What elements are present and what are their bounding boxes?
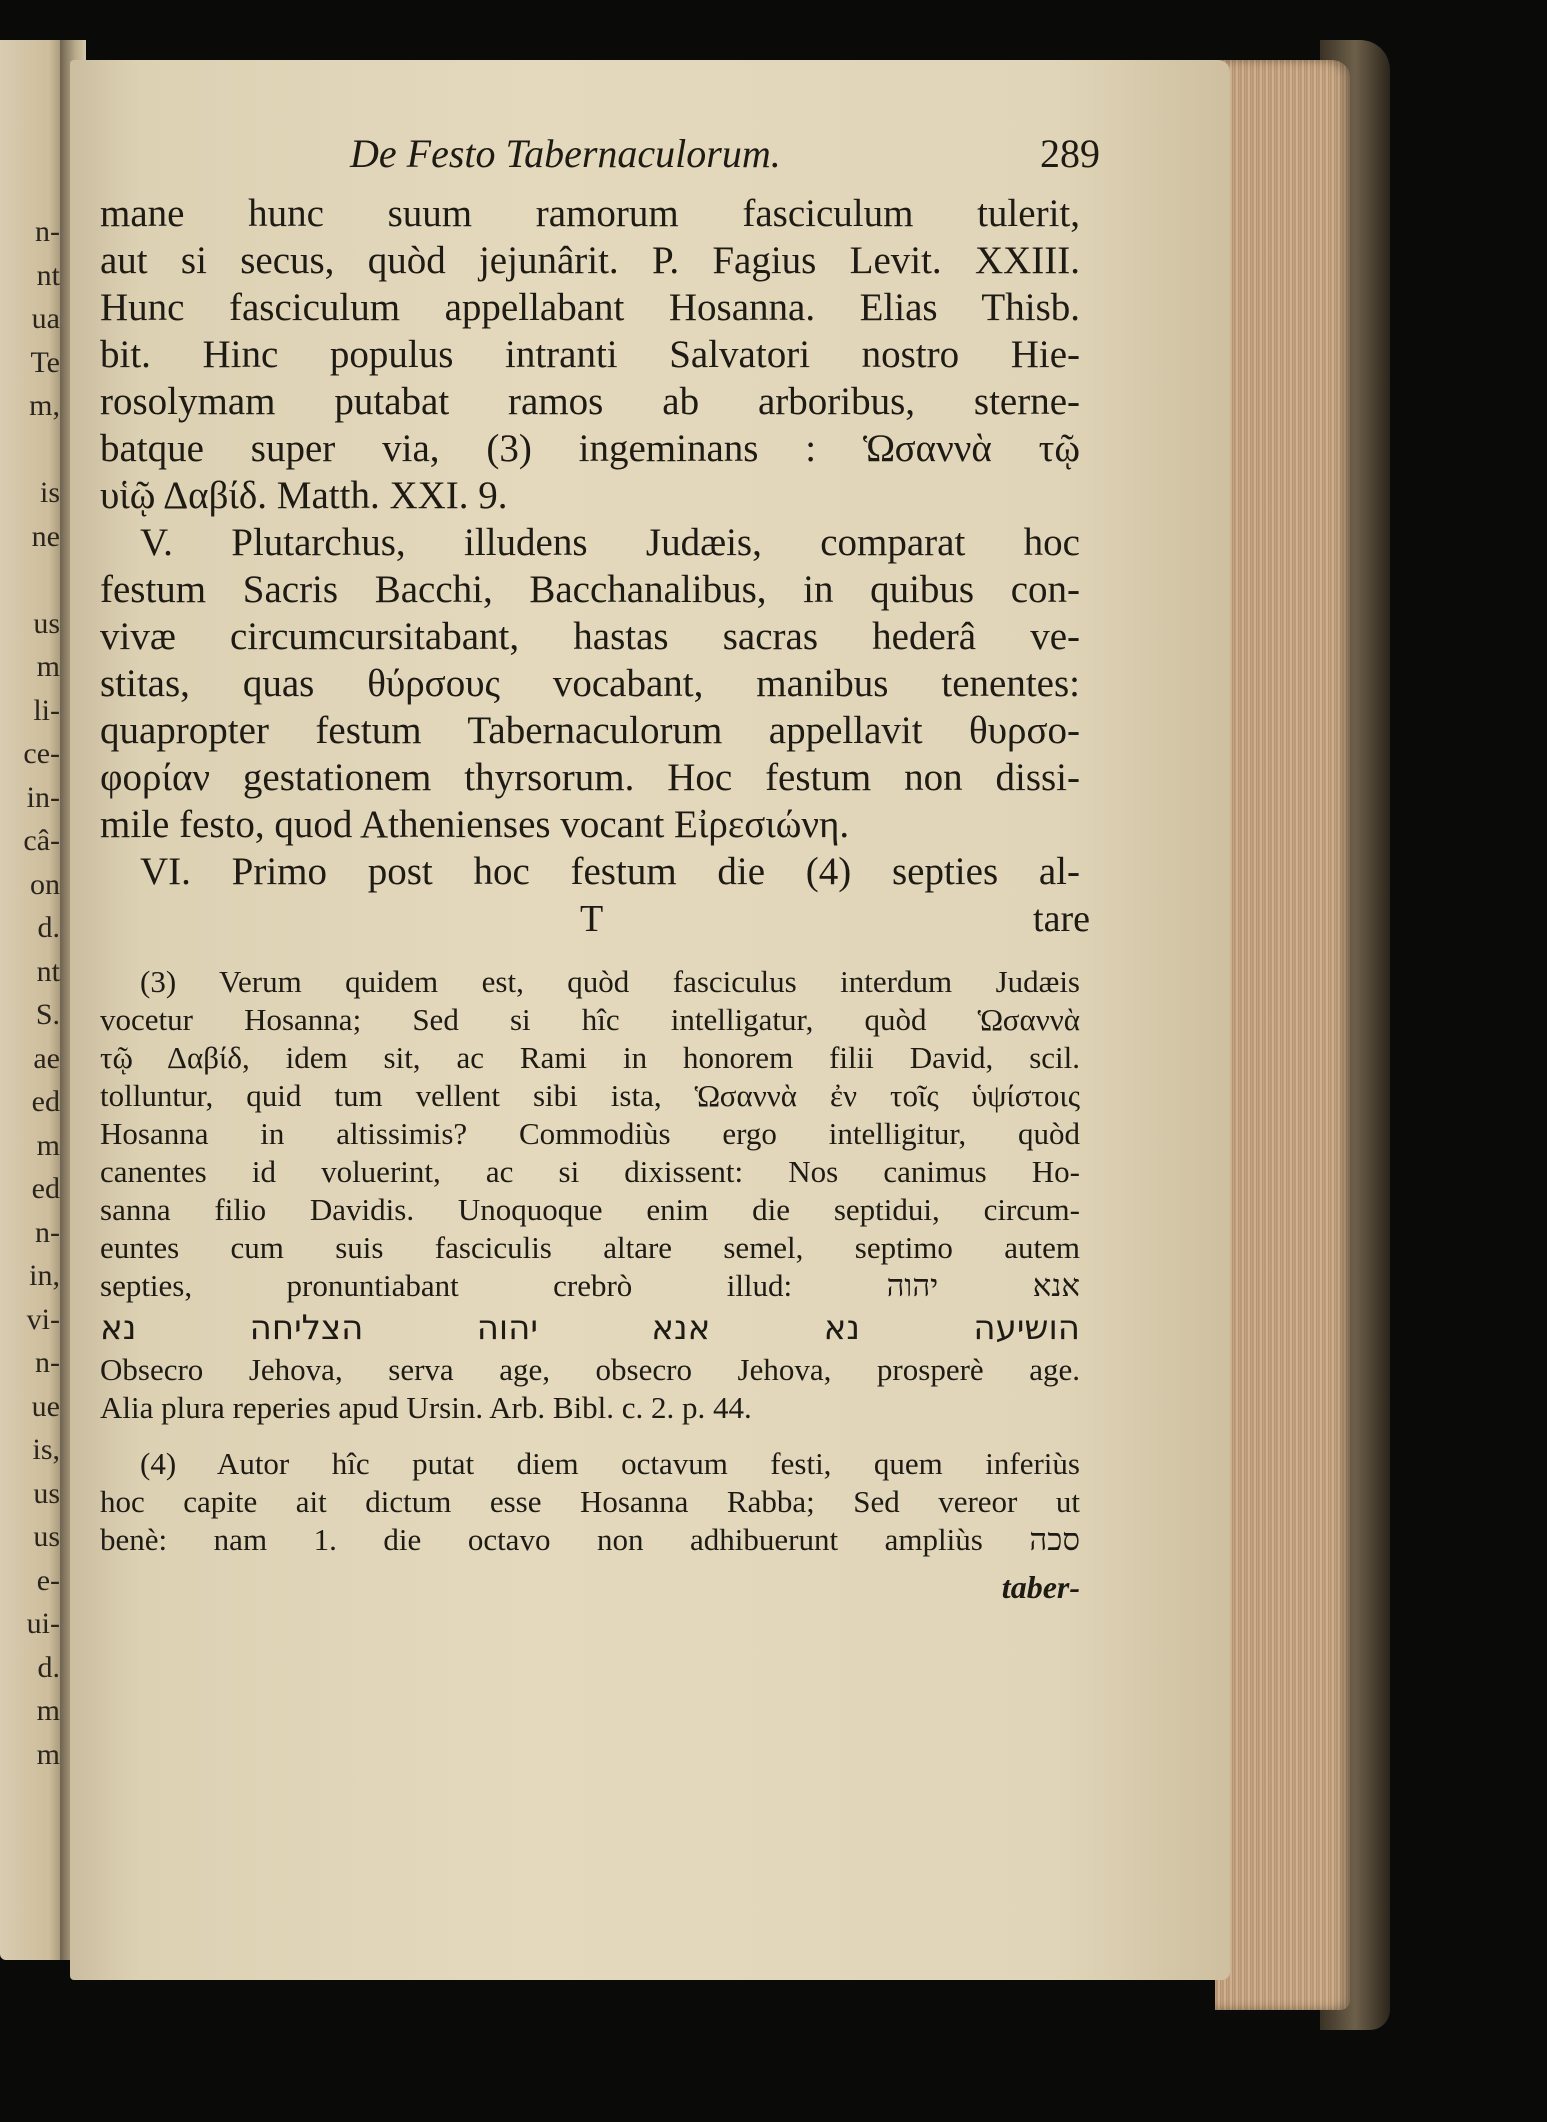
left-fragment: vi- (26, 1302, 60, 1336)
left-fragment: e- (36, 1563, 60, 1597)
left-fragment: ne (31, 519, 60, 553)
catchword-bottom: taber- (1001, 1569, 1080, 1605)
footnote-line: Obsecro Jehova, serva age, obsecro Jehova, prosperè age. (100, 1352, 1080, 1387)
left-fragment: is, (32, 1433, 60, 1466)
left-fragment: m (36, 650, 60, 683)
left-fragment: ed (31, 1172, 60, 1205)
footnote-line: (4) Autor hîc putat diem octavum festi, quem inferiùs (140, 1446, 1080, 1481)
body-line: stitas, quas θύρσους vocabant, manibus tenentes: (100, 662, 1080, 705)
footnote-line: τῷ Δαβίδ, idem sit, ac Rami in honorem filii David, scil. (100, 1040, 1080, 1075)
body-line: quapropter festum Tabernaculorum appellavit θυρσο- (100, 709, 1080, 752)
left-fragment: n- (35, 1346, 60, 1379)
footnote-line: Alia plura reperies apud Ursin. Arb. Bibl. c. 2. p. 44. (100, 1390, 752, 1425)
left-fragment: Te (30, 345, 60, 379)
body-text (100, 190, 1080, 895)
left-fragment: n- (35, 1215, 60, 1249)
left-fragment: m (36, 1128, 60, 1162)
hebrew-line: הושיעה נא אנא יהוה הצליחה נא (100, 1308, 1080, 1348)
page-text (100, 130, 1100, 1607)
body-line: φορίαν gestationem thyrsorum. Hoc festum non dissi- (100, 756, 1080, 799)
body-line: batque super via, (3) ingeminans : Ὡσαννὰ τῷ (100, 427, 1080, 470)
left-fragment: ae (33, 1041, 60, 1075)
body-line: V. Plutarchus, illudens Judæis, comparat hoc (140, 521, 1080, 564)
body-line: bit. Hinc populus intranti Salvatori nostro Hie- (100, 333, 1080, 376)
left-fragment: ue (31, 1389, 60, 1423)
left-fragment: m (36, 1737, 60, 1771)
footnote-line: benè: nam 1. die octavo non adhibuerunt ampliùs סכה (100, 1522, 1080, 1557)
left-fragment: n- (35, 215, 60, 248)
left-fragment: ce- (23, 737, 60, 770)
footnote-line: euntes cum suis fasciculis altare semel, septimo autem (100, 1230, 1080, 1265)
footnote-line: Hosanna in altissimis? Commodiùs ergo intelligitur, quòd (100, 1116, 1080, 1151)
left-fragment: nt (36, 258, 60, 292)
footnote-line: vocetur Hosanna; Sed si hîc intelligatur, quòd Ὡσαννὰ (100, 1002, 1080, 1037)
body-line: VI. Primo post hoc festum die (4) septies al- (140, 850, 1080, 893)
left-fragment (0, 558, 66, 602)
left-fragment: d. (37, 911, 60, 944)
body-line: aut si secus, quòd jejunârit. P. Fagius Levit. XXIII. (100, 239, 1080, 282)
left-fragment: is (39, 476, 60, 509)
left-fragment: nt (36, 954, 60, 988)
footnote-line: (3) Verum quidem est, quòd fasciculus interdum Judæis (140, 964, 1080, 999)
body-line: υἱῷ Δαβίδ. Matth. XXI. 9. (100, 474, 508, 517)
left-fragment: in- (26, 780, 60, 814)
body-line: rosolymam putabat ramos ab arboribus, sterne- (100, 380, 1080, 423)
body-line: Hunc fasciculum appellabant Hosanna. Elias Thisb. (100, 286, 1080, 329)
left-fragment: us (33, 1520, 60, 1553)
left-fragment: m (36, 1694, 60, 1727)
footnotes (100, 963, 1080, 1559)
left-fragment: d. (37, 1650, 60, 1684)
left-fragment: in, (29, 1259, 60, 1292)
footnote-line: tolluntur, quid tum vellent sibi ista, Ὡσαννὰ ἐν τοῖς ὑψίστοις (100, 1078, 1080, 1113)
left-fragment: câ- (23, 824, 60, 857)
signature-mark: T (580, 898, 604, 940)
page-number: 289 (1040, 131, 1100, 176)
catchword: tare (1033, 898, 1090, 940)
left-fragment: ui- (26, 1607, 60, 1640)
left-margin-fragments (0, 210, 66, 1776)
page-edges (1215, 60, 1350, 2010)
footnote-line: canentes id voluerint, ac si dixissent: Nos canimus Ho- (100, 1154, 1080, 1189)
footnote-line: hoc capite ait dictum esse Hosanna Rabba; Sed vereor ut (100, 1484, 1080, 1519)
left-fragment: S. (35, 998, 60, 1031)
footnote-gap (100, 1427, 1080, 1445)
footnote-line: septies, pronuntiabant crebrò illud: אנא יהוה (100, 1268, 1080, 1303)
left-fragment (0, 428, 66, 472)
left-fragment: m, (29, 389, 60, 422)
left-fragment: on (30, 867, 60, 901)
body-line: mile festo, quod Athenienses vocant Εἰρεσιώνη. (100, 803, 850, 846)
left-fragment: li- (33, 693, 60, 727)
running-title: De Festo Tabernaculorum. (350, 131, 781, 176)
running-header (100, 130, 1100, 190)
left-fragment: ed (31, 1085, 60, 1118)
left-fragment: us (33, 1476, 60, 1510)
left-fragment: ua (31, 302, 60, 335)
signature-row (100, 897, 1090, 941)
body-line: festum Sacris Bacchi, Bacchanalibus, in quibus con- (100, 568, 1080, 611)
body-line: vivæ circumcursitabant, hastas sacras hederâ ve- (100, 615, 1080, 658)
body-line: mane hunc suum ramorum fasciculum tulerit, (100, 192, 1080, 235)
left-fragment: us (33, 606, 60, 640)
footnote-line: sanna filio Davidis. Unoquoque enim die septidui, circum- (100, 1192, 1080, 1227)
